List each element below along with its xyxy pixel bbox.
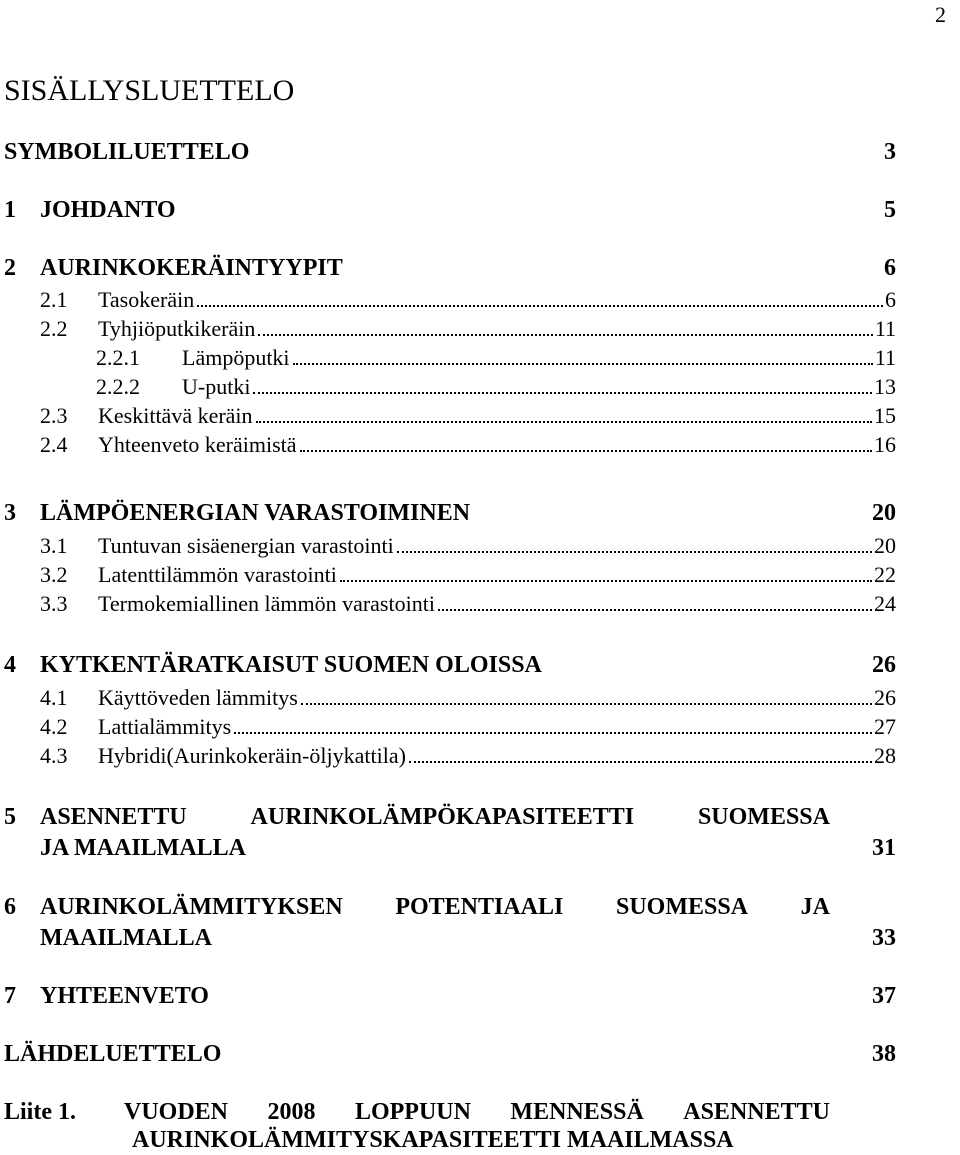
- dot-leader: [438, 609, 872, 611]
- toc-entry-title: U-putki: [182, 374, 251, 399]
- toc-entry-4-3[interactable]: [40, 739, 896, 769]
- title-word: POTENTIAALI: [395, 894, 564, 920]
- title-word: MENNESSÄ: [510, 1099, 644, 1125]
- toc-entry-2-2[interactable]: [40, 312, 896, 342]
- toc-entry-title: Termokemiallinen lämmön varastointi: [98, 591, 435, 616]
- toc-entry-2-3[interactable]: [40, 399, 896, 429]
- toc-entry-number: 4: [4, 652, 16, 678]
- toc-entry-3-2[interactable]: [40, 558, 896, 588]
- toc-entry-title: Latenttilämmön varastointi: [98, 562, 337, 587]
- title-word: VUODEN: [124, 1099, 229, 1125]
- toc-entry-title: LÄMPÖENERGIAN VARASTOIMINEN: [40, 500, 471, 526]
- toc-entry-7[interactable]: [4, 980, 896, 1010]
- toc-entry-page: 33: [872, 925, 896, 951]
- dot-leader: [258, 334, 872, 336]
- toc-entry-4[interactable]: [4, 649, 896, 679]
- toc-entry-number: 2.2: [40, 316, 68, 341]
- toc-entry-4-2[interactable]: [40, 710, 896, 740]
- toc-entry-number: 3.3: [40, 591, 68, 616]
- dot-leader: [256, 421, 872, 423]
- toc-entry-title-line1: [40, 891, 830, 921]
- toc-entry-title: Tasokeräin: [98, 287, 195, 312]
- title-word: ASENNETTU: [40, 804, 187, 830]
- toc-entry-number: 3.2: [40, 562, 68, 587]
- toc-entry-page: 20: [874, 533, 896, 558]
- toc-entry-2-2-2[interactable]: [96, 370, 896, 400]
- toc-entry-2[interactable]: [4, 252, 896, 282]
- toc-entry-number: 3.1: [40, 533, 68, 558]
- toc-entry-page: 26: [874, 685, 896, 710]
- toc-entry-title: Tyhjiöputkikeräin: [98, 316, 256, 341]
- toc-entry-page: 24: [874, 591, 896, 616]
- toc-entry-page: 11: [874, 345, 896, 370]
- title-word: JA: [800, 894, 830, 920]
- toc-entry-page: 28: [874, 743, 896, 768]
- toc-entry-title: Keskittävä keräin: [98, 403, 253, 428]
- toc-entry-title: Yhteenveto keräimistä: [98, 432, 297, 457]
- toc-entry-page: 13: [874, 374, 896, 399]
- toc-entry-page: 27: [874, 714, 896, 739]
- appendix-title-line2: AURINKOLÄMMITYSKAPASITEETTI MAAILMASSA: [132, 1127, 734, 1153]
- toc-entry-2-2-1[interactable]: [96, 341, 896, 371]
- toc-entry-title: SYMBOLILUETTELO: [4, 139, 250, 165]
- toc-entry-number: 6: [4, 894, 16, 920]
- dot-leader: [409, 761, 872, 763]
- toc-entry-2-4[interactable]: [40, 428, 896, 458]
- title-word: SUOMESSA: [615, 894, 749, 920]
- dot-leader: [340, 580, 872, 582]
- appendix-title-line1: [124, 1096, 830, 1126]
- toc-entry-number: 5: [4, 804, 16, 830]
- toc-entry-title: JOHDANTO: [40, 197, 176, 223]
- toc-entry-title: KYTKENTÄRATKAISUT SUOMEN OLOISSA: [40, 652, 542, 678]
- page-number: 2: [935, 2, 946, 27]
- toc-entry-title: Hybridi(Aurinkokeräin-öljykattila): [98, 743, 406, 768]
- title-word: 2008: [267, 1099, 316, 1125]
- toc-entry-title-line2: MAAILMALLA: [40, 925, 212, 951]
- toc-entry-number: 2.1: [40, 287, 68, 312]
- toc-entry-title: Tuntuvan sisäenergian varastointi: [98, 533, 394, 558]
- toc-entry-page: 11: [874, 316, 896, 341]
- toc-entry-4-1[interactable]: [40, 681, 896, 711]
- title-word: SUOMESSA: [697, 804, 830, 830]
- toc-entry-page: 15: [874, 403, 896, 428]
- toc-entry-page: 31: [872, 835, 896, 861]
- title-word: ASENNETTU: [683, 1099, 830, 1125]
- toc-entry-3-1[interactable]: [40, 529, 896, 559]
- toc-entry-title: YHTEENVETO: [40, 983, 209, 1009]
- toc-heading: SISÄLLYSLUETTELO: [4, 74, 295, 107]
- toc-entry-1[interactable]: [4, 194, 896, 224]
- toc-entry-page: 37: [872, 983, 896, 1009]
- toc-entry-3[interactable]: [4, 497, 896, 527]
- toc-entry-number: 2.3: [40, 403, 68, 428]
- toc-entry-title: Lämpöputki: [182, 345, 290, 370]
- toc-entry-number: 3: [4, 500, 16, 526]
- toc-entry-page: 6: [884, 255, 896, 281]
- toc-entry-title: LÄHDELUETTELO: [4, 1041, 222, 1067]
- toc-entry-page: 3: [884, 139, 896, 165]
- toc-entry-page: 5: [884, 197, 896, 223]
- toc-entry-number: 4.2: [40, 714, 68, 739]
- toc-entry-number: 2.2.1: [96, 345, 140, 370]
- title-word: LOPPUUN: [354, 1099, 471, 1125]
- dot-leader: [197, 305, 883, 307]
- dot-leader: [293, 363, 873, 365]
- toc-entry-title-line2: JA MAAILMALLA: [40, 835, 247, 861]
- title-word: AURINKOLÄMMITYKSEN: [40, 894, 343, 920]
- dot-leader: [301, 703, 872, 705]
- toc-entry-title: Lattialämmitys: [98, 714, 232, 739]
- toc-entry-number: 7: [4, 983, 16, 1009]
- toc-entry-symboliluettelo[interactable]: [4, 136, 896, 166]
- dot-leader: [253, 392, 872, 394]
- toc-entry-3-3[interactable]: [40, 587, 896, 617]
- toc-entry-page: 6: [885, 287, 896, 312]
- toc-entry-page: 38: [872, 1041, 896, 1067]
- toc-entry-title: AURINKOKERÄINTYYPIT: [40, 255, 343, 281]
- toc-entry-number: 4.3: [40, 743, 68, 768]
- toc-entry-page: 20: [872, 500, 896, 526]
- toc-entry-title: Käyttöveden lämmitys: [98, 685, 298, 710]
- toc-entry-lahdeluettelo[interactable]: [4, 1038, 896, 1068]
- toc-entry-number: 2: [4, 255, 16, 281]
- toc-entry-page: 22: [874, 562, 896, 587]
- toc-entry-page: 16: [874, 432, 896, 457]
- toc-entry-number: 2.4: [40, 432, 68, 457]
- toc-entry-title-line1: [40, 801, 830, 831]
- toc-entry-page: 26: [872, 652, 896, 678]
- appendix-label: Liite 1.: [4, 1099, 76, 1125]
- dot-leader: [300, 450, 872, 452]
- dot-leader: [234, 732, 872, 734]
- title-word: AURINKOLÄMPÖKAPASITEETTI: [250, 804, 635, 830]
- toc-entry-2-1[interactable]: [40, 283, 896, 313]
- toc-entry-number: 2.2.2: [96, 374, 140, 399]
- toc-entry-number: 4.1: [40, 685, 68, 710]
- dot-leader: [397, 551, 872, 553]
- toc-entry-number: 1: [4, 197, 16, 223]
